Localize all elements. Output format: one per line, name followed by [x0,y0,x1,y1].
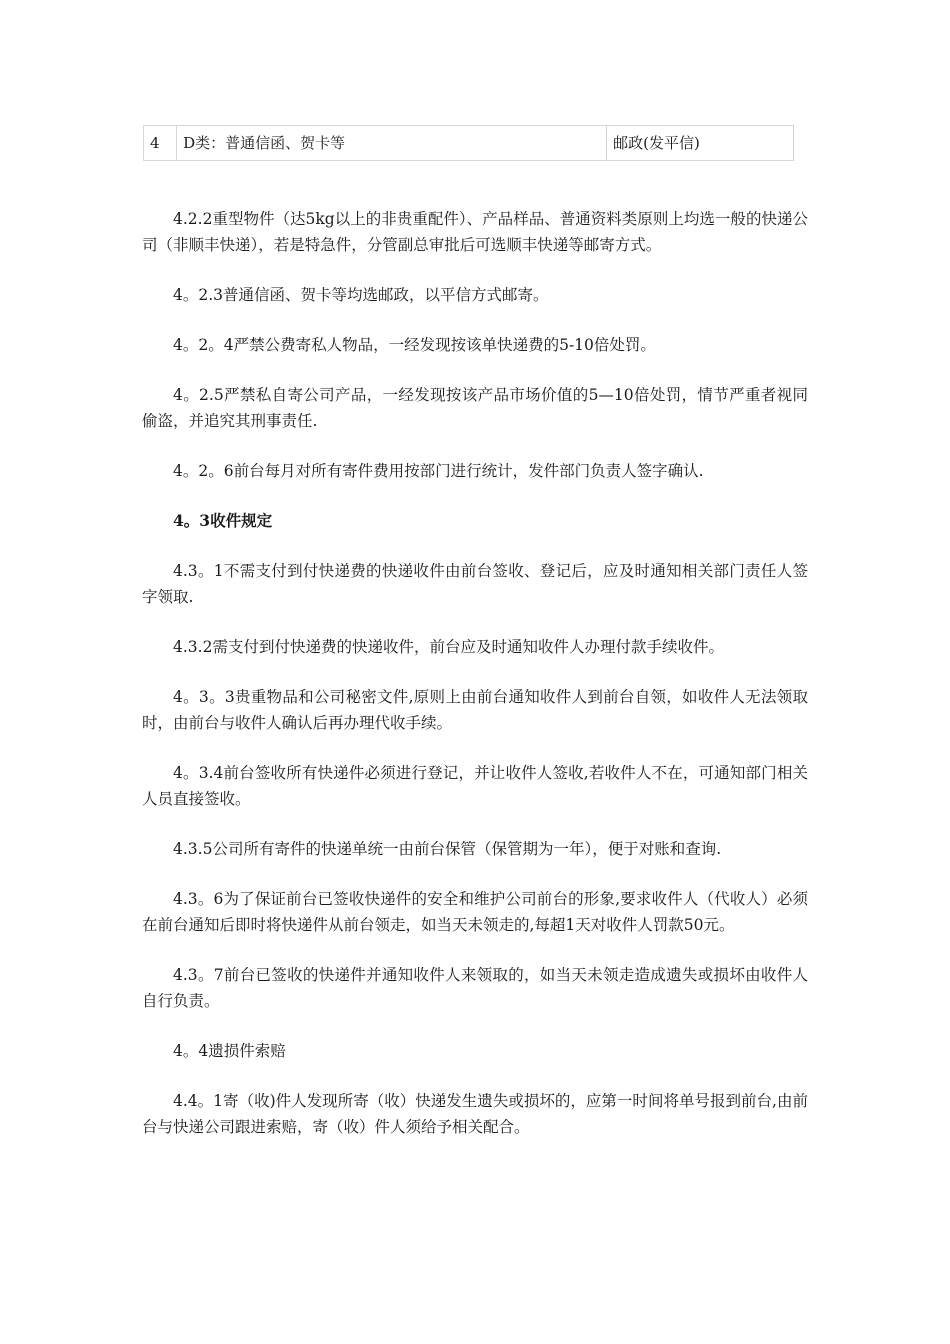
row-number-cell: 4 [144,126,177,161]
mailing-method-cell: 邮政(发平信) [607,126,794,161]
paragraph-4-3-5: 4.3.5公司所有寄件的快递单统一由前台保管（保管期为一年），便于对账和查询. [173,840,722,858]
document-body [142,206,808,1164]
section-heading-4-4: 4。4遗损件索赔 [173,1042,286,1060]
paragraph-4-3-4: 4。3.4前台签收所有快递件必须进行登记，并让收件人签收,若收件人不在，可通知部门相关人员直接签收。 [142,764,808,808]
mailing-category-table [143,125,794,161]
paragraph-4-2-2: 4.2.2重型物件（达5kg以上的非贵重配件）、产品样品、普通资料类原则上均选一般的快递公司（非顺丰快递），若是特急件，分管副总审批后可选顺丰快递等邮寄方式。 [142,210,808,254]
paragraph-4-2-4: 4。2。4严禁公费寄私人物品，一经发现按该单快递费的5-10倍处罚。 [173,336,656,354]
paragraph-4-3-1: 4.3。1不需支付到付快递费的快递收件由前台签收、登记后，应及时通知相关部门责任人签字领取. [142,562,808,606]
paragraph-4-4-1: 4.4。1寄（收)件人发现所寄（收）快递发生遗失或损坏的，应第一时间将单号报到前台,由前台与快递公司跟进索赔，寄（收）件人须给予相关配合。 [142,1092,808,1136]
paragraph-4-3-3: 4。3。3贵重物品和公司秘密文件,原则上由前台通知收件人到前台自领，如收件人无法领取时，由前台与收件人确认后再办理代收手续。 [142,688,808,732]
table-row [144,126,794,161]
section-heading-4-3: 4。3收件规定 [173,511,273,530]
category-cell: D类：普通信函、贺卡等 [177,126,607,161]
paragraph-4-3-6: 4.3。6为了保证前台已签收快递件的安全和维护公司前台的形象,要求收件人（代收人）必须在前台通知后即时将快递件从前台领走，如当天未领走的,每超1天对收件人罚款50元。 [142,890,808,934]
paragraph-4-3-2: 4.3.2需支付到付快递费的快递收件，前台应及时通知收件人办理付款手续收件。 [173,638,724,656]
paragraph-4-2-5: 4。2.5严禁私自寄公司产品，一经发现按该产品市场价值的5—10倍处罚，情节严重者视同偷盗，并追究其刑事责任. [142,386,808,430]
paragraph-4-2-6: 4。2。6前台每月对所有寄件费用按部门进行统计，发件部门负责人签字确认. [173,462,704,480]
paragraph-4-3-7: 4.3。7前台已签收的快递件并通知收件人来领取的，如当天未领走造成遗失或损坏由收件人自行负责。 [142,966,808,1010]
paragraph-4-2-3: 4。2.3普通信函、贺卡等均选邮政，以平信方式邮寄。 [173,286,549,304]
